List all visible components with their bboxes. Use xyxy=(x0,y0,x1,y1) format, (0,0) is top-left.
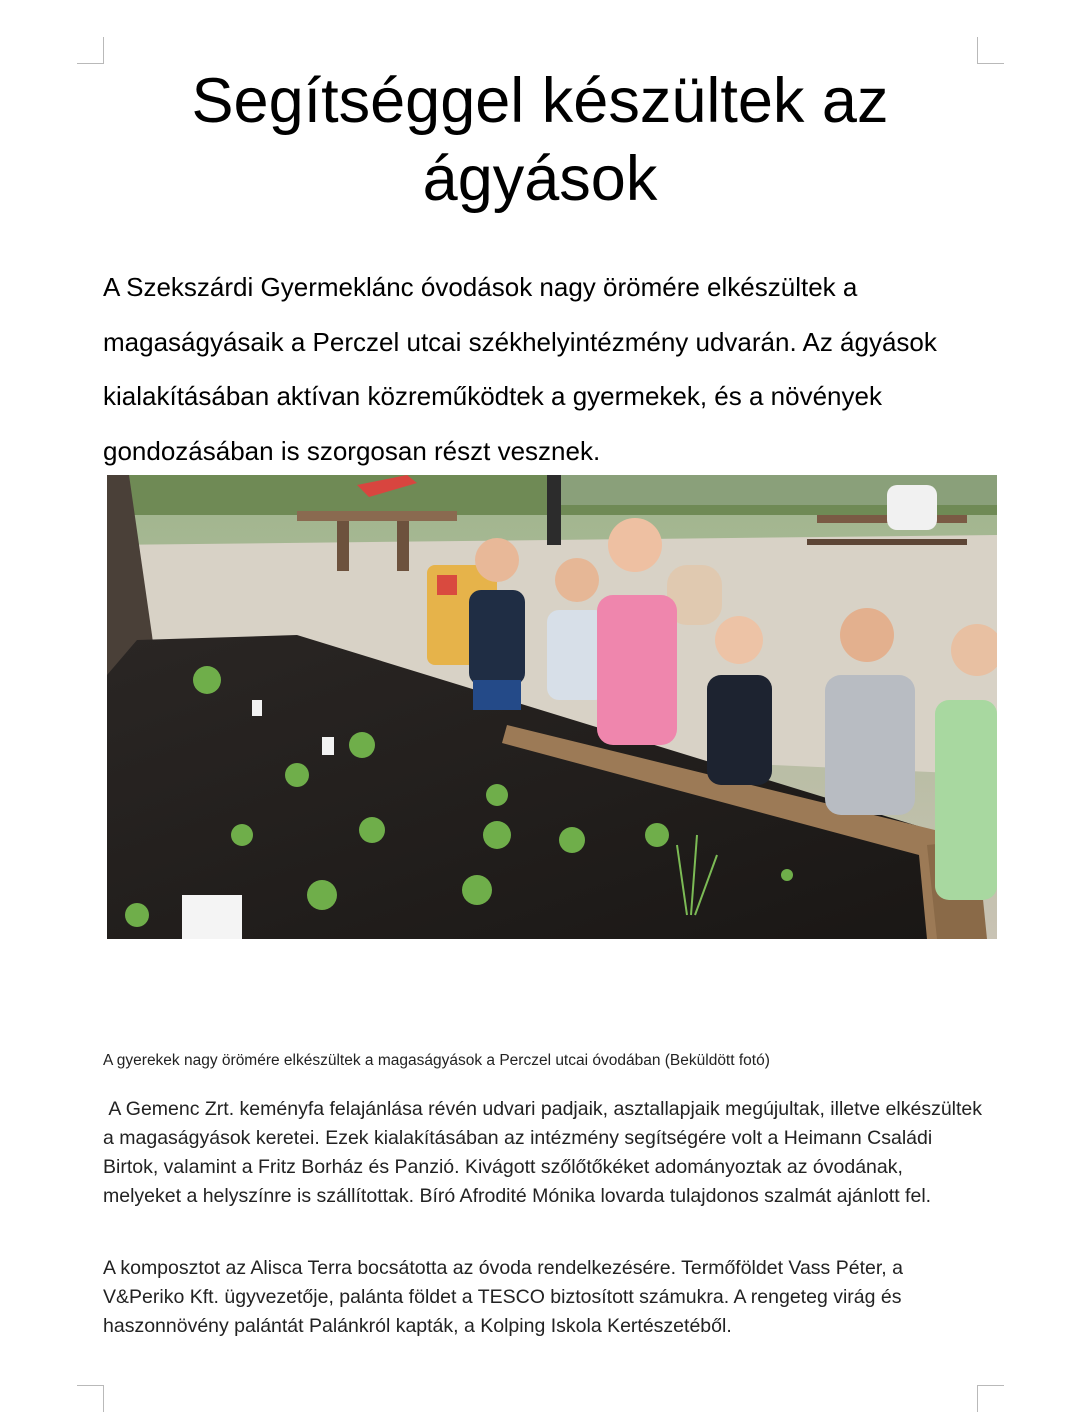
body-paragraph-1: A Gemenc Zrt. keményfa felajánlása révén udvari padjaik, asztallapjaik megújultak, illetve elkészültek a magaságyások keretei. Ezek kialakításában az intézmény segítségére volt a Heimann Családi Birtok, valamint a Fritz Borház és Panzió. Kivágott szőlőtőkéket adományoztak az óvodának, melyeket a helyszínre is szállítottak. Bíró Afrodité Mónika lovarda tulajdonos szalmát ajánlott fel. xyxy=(103,1098,988,1207)
body-paragraph-2: A komposztot az Alisca Terra bocsátotta az óvoda rendelkezésére. Termőföldet Vass Péter, a V&Periko Kft. ügyvezetője, palánta földet a TESCO biztosított számukra. A rengeteg virág és haszonnövény palántát Palánkról kapták, a Kolping Iskola Kertészetéből. xyxy=(103,1257,903,1337)
article-photo xyxy=(107,475,997,939)
crop-mark-top-right xyxy=(977,37,1004,64)
photo-caption: A gyerekek nagy örömére elkészültek a magaságyások a Perczel utcai óvodában (Beküldött fotó) xyxy=(103,1052,770,1069)
crop-mark-top-left xyxy=(77,37,104,64)
article-lead: A Szekszárdi Gyermeklánc óvodások nagy örömére elkészültek a magaságyásaik a Perczel utcai székhelyintézmény udvarán. Az ágyások kialakításában aktívan közreműködtek a gyermekek, és a növények gondozásában is szorgosan részt vesznek. xyxy=(103,272,937,466)
crop-mark-bottom-right xyxy=(977,1385,1004,1412)
crop-mark-bottom-left xyxy=(77,1385,104,1412)
article-title: Segítséggel készültek az ágyások xyxy=(191,66,889,214)
